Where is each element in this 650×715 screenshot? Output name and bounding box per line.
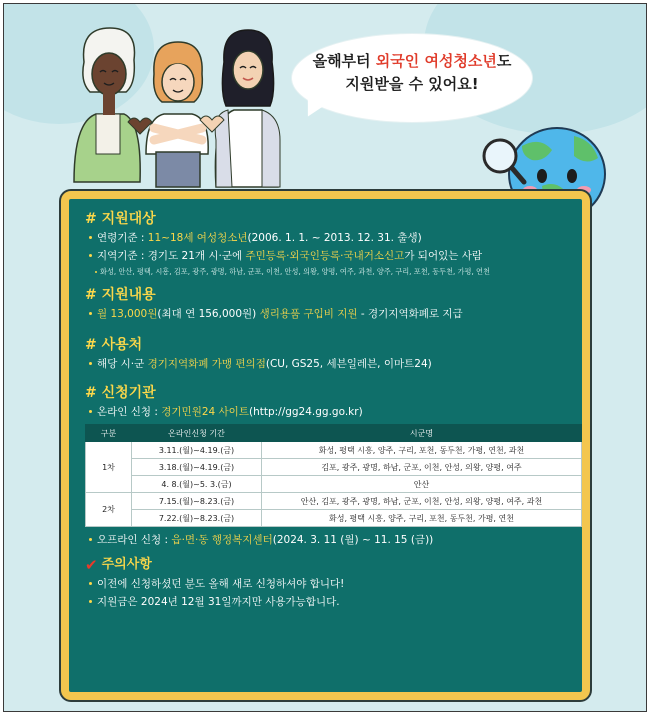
section-title-usage: # 사용처 bbox=[85, 337, 143, 353]
girl-right-figure bbox=[215, 30, 280, 187]
schedule-table bbox=[85, 424, 582, 527]
cities-cell: 화성, 평택 시흥, 양주, 구리, 포천, 동두천, 가평, 연천 bbox=[262, 510, 582, 527]
cities-cell: 화성, 평택 시흥, 양주, 구리, 포천, 동두천, 가평, 연천, 과천 bbox=[262, 442, 582, 459]
period-cell: 3.18.(월)~4.19.(금) bbox=[132, 459, 262, 476]
period-cell: 7.15.(월)~8.23.(금) bbox=[132, 493, 262, 510]
girl-left-figure bbox=[74, 28, 140, 182]
notice-line-2: 지원금은 2024년 12월 31일까지만 사용가능합니다. bbox=[85, 593, 568, 611]
poster-frame bbox=[3, 3, 647, 712]
table-row bbox=[86, 442, 582, 459]
section-title-apply: # 신청기관 bbox=[85, 385, 156, 401]
eligible-cities: 화성, 안산, 평택, 시흥, 김포, 광주, 광명, 하남, 군포, 이천, 안성, 의왕, 양평, 여주, 과천, 양주, 구리, 포천, 동두천, 가평, 연천 bbox=[85, 265, 568, 279]
notice-line-1: 이전에 신청하셨던 분도 올해 새로 신청하셔야 합니다! bbox=[85, 575, 568, 593]
section-title-content: # 지원내용 bbox=[85, 287, 156, 303]
period-cell: 3.11.(월)~4.19.(금) bbox=[132, 442, 262, 459]
speech-bubble-text bbox=[292, 50, 532, 96]
info-board bbox=[61, 191, 590, 700]
bubble-highlight: 외국인 여성청소년 bbox=[375, 52, 497, 70]
table-row bbox=[86, 493, 582, 510]
table-header-cities: 시군명 bbox=[262, 425, 582, 442]
age-criteria: 연령기준 : 11~18세 여성청소년(2006. 1. 1. ~ 2013. 12. 31. 출생) bbox=[85, 229, 568, 247]
support-content: 월 13,000원(최대 연 156,000원) 생리용품 구입비 지원 - 경기지역화폐로 지급 bbox=[85, 305, 568, 323]
table-row bbox=[86, 476, 582, 493]
offline-apply: 오프라인 신청 : 읍·면·동 행정복지센터(2024. 3. 11 (월) ~ 11. 15 (금)) bbox=[85, 531, 568, 549]
table-header-round: 구분 bbox=[86, 425, 132, 442]
checkmark-icon: ✔ bbox=[85, 556, 98, 574]
bubble-line2: 지원받을 수 있어요! bbox=[345, 75, 479, 93]
girls-illustration bbox=[66, 22, 291, 197]
cities-cell: 안산, 김포, 광주, 광명, 하남, 군포, 이천, 안성, 의왕, 양평, 여주, 과천 bbox=[262, 493, 582, 510]
bubble-line1-suffix: 도 bbox=[496, 52, 512, 70]
table-row bbox=[86, 459, 582, 476]
table-header-period: 온라인신청 기간 bbox=[132, 425, 262, 442]
section-title-target: # 지원대상 bbox=[85, 211, 156, 227]
usage-place: 해당 시·군 경기지역화폐 가맹 편의점(CU, GS25, 세븐일레븐, 이마트24) bbox=[85, 355, 568, 373]
period-cell: 4. 8.(월)~5. 3.(금) bbox=[132, 476, 262, 493]
section-title-notice: ✔ 주의사항 bbox=[85, 556, 152, 574]
round-1-cell: 1차 bbox=[86, 442, 132, 493]
bubble-line1-prefix: 올해부터 bbox=[312, 52, 376, 70]
cities-cell: 김포, 광주, 광명, 하남, 군포, 이천, 안성, 의왕, 양평, 여주 bbox=[262, 459, 582, 476]
round-2-cell: 2차 bbox=[86, 493, 132, 527]
period-cell: 7.22.(월)~8.23.(금) bbox=[132, 510, 262, 527]
table-header-row bbox=[86, 425, 582, 442]
region-criteria: 지역기준 : 경기도 21개 시·군에 주민등록·외국인등록·국내거소신고가 되어있는 사람 bbox=[85, 247, 568, 265]
girl-middle-figure bbox=[146, 42, 208, 187]
online-apply: 온라인 신청 : 경기민원24 사이트(http://gg24.gg.go.kr) bbox=[85, 403, 568, 421]
table-row bbox=[86, 510, 582, 527]
cities-cell: 안산 bbox=[262, 476, 582, 493]
